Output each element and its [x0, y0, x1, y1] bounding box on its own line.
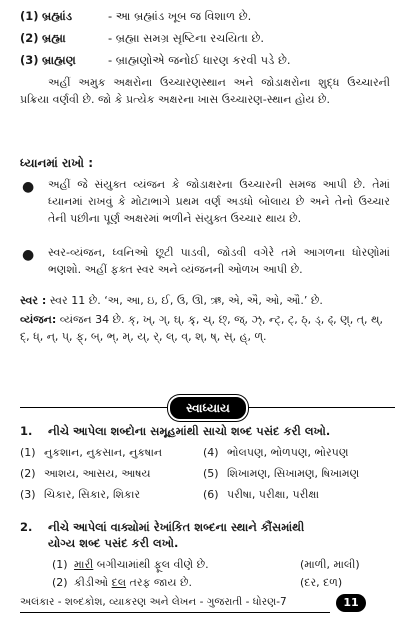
sentence-rest: તરફ જાય છે. [126, 576, 192, 589]
option-number: (5) [203, 467, 219, 480]
consonants-label: વ્યંજન: [20, 313, 57, 326]
example-text: - બ્રાહ્મણોએ જનોઈ ધારણ કરવી પડે છે. [108, 53, 291, 67]
vowels-label: સ્વર : [20, 294, 47, 307]
page-footer: અલંકાર - શબ્દકોશ, વ્યાકરણ અને લેખન - ગુજરાતી - ધોરણ-7 [20, 596, 287, 608]
question-text: નીચે આપેલા શબ્દોના સમૂહમાંથી સાચો શબ્દ પસંદ કરી લખો. [48, 424, 331, 438]
example-text: - બ્રહ્મા સમગ્ર સૃષ્ટિના રચયિતા છે. [108, 31, 265, 45]
example-word: બ્રાહ્મણ [42, 53, 76, 67]
question-text: યોગ્ય શબ્દ પસંદ કરી લખો. [48, 536, 179, 550]
option-number: (2) [20, 467, 36, 480]
sentence [52, 575, 343, 591]
consonants-block [20, 311, 392, 345]
page-number: 11 [336, 594, 366, 612]
option-text: ચિકાર, સિકાર, શિકાર [44, 488, 141, 501]
option [203, 466, 359, 482]
section-title: સ્વાધ્યાય [168, 395, 248, 421]
option-text: ભોલપણ, ભોળપણ, ભોરપણ [227, 446, 349, 459]
underlined-word: મારી [74, 558, 94, 571]
example-row [20, 8, 251, 24]
option [20, 487, 140, 503]
example-row [20, 52, 291, 68]
option-number: (3) [20, 488, 36, 501]
option-text: નુકશાન, નુકસાન, નુકષાન [44, 446, 163, 459]
example-row [20, 30, 264, 46]
question-2-line2 [48, 535, 178, 551]
vowels-line [20, 292, 395, 309]
sentence-rest: બગીચામાંથી ફૂલ વીણે છે. [93, 558, 209, 571]
option-number: (1) [20, 446, 36, 459]
example-word: બ્રહ્માંડ [42, 9, 73, 23]
option [20, 466, 151, 482]
option [203, 445, 348, 461]
example-text: - આ બ્રહ્માંડ ખૂબ જ વિશાળ છે. [108, 9, 252, 23]
sentence-number: (2) [52, 576, 68, 589]
example-word: બ્રહ્મા [42, 31, 66, 45]
intro-paragraph: અહીં અમુક અક્ષરોના ઉચ્ચારણસ્થાન અને જોડાક્ષરોના શુદ્ધ ઉચ્ચારની પ્રક્રિયા વર્ણવી છે. જો કે પ્રત્યેક અક્ષરના ખાસ ઉચ્ચારણ-સ્થાન હોય છે. [20, 76, 390, 106]
option [20, 445, 162, 461]
underlined-word: દલ [111, 576, 127, 589]
option [203, 487, 319, 503]
example-number: (3) [20, 53, 39, 67]
question-number: 2. [20, 520, 33, 534]
sentence [52, 557, 360, 573]
option-text: આશય, આસય, આષય [44, 467, 151, 480]
option-text: પરીષા, પરીક્ષા, પરીક્ષા [227, 488, 320, 501]
note-heading: ધ્યાનમાં રાખો : [20, 156, 94, 170]
bullet-dot: ● [22, 247, 35, 263]
answer-choices: (દર, દળ) [300, 576, 343, 589]
question-number: 1. [20, 424, 33, 438]
consonants-text: વ્યંજન 34 છે. ક્, ખ્, ગ્, ઘ્, ક્ર્, ચ્, છ્, જ્, ઝ્, ન્ટ્, ટ્, ઠ્, ડ્, ઢ્, ણ્, ત્, થ્, દ્, ધ્, ન્, પ્, ફ્, બ્, ભ્, મ્, ય્, ર્, લ્, વ્, શ્, ષ્, સ્, હ્, ળ્. [20, 313, 383, 343]
bullet-text: સ્વર-વ્યંજન, ધ્વનિઓ છૂટી પાડવી, જોડવી વગેરે તમે આગળના ધોરણોમાં ભણશો. અહીં ફક્ત સ્વર અને વ્યંજનની ઓળખ આપી છે. [48, 246, 390, 276]
example-number: (2) [20, 31, 39, 45]
footer-rule [20, 612, 330, 613]
question-text: નીચે આપેલાં વાક્યોમાં રેખાંકિત શબ્દના સ્થાને કૌંસમાંથી [48, 520, 305, 534]
option-number: (6) [203, 488, 219, 501]
example-number: (1) [20, 9, 39, 23]
bullet-text: અહીં જે સંયુક્ત વ્યંજન કે જોડાક્ષરના ઉચ્ચારની સમજ આપી છે. તેમાં ધ્યાનમાં રાખવું કે મોટાભાગે પ્રથમ વર્ણ અડધો બોલાય છે અને તેનો ઉચ્ચાર તેની પછીના પૂર્ણ અક્ષરમાં ભળીને સંયુક્ત ઉચ્ચાર થાય છે. [48, 178, 390, 225]
bullet-dot: ● [22, 179, 35, 195]
question-2 [20, 519, 304, 535]
sentence-pre: કીડીઓ [74, 576, 112, 589]
option-text: શિખામણ, સિખામણ, ષિખામણ [227, 467, 360, 480]
answer-choices: (માળી, માલી) [300, 558, 360, 571]
vowels-text: સ્વર 11 છે. ‘અ, આ, ઇ, ઈ, ઉ, ઊ, ઋ, એ, ઐ, ઓ, ઔ.’ છે. [49, 294, 323, 307]
sentence-number: (1) [52, 558, 68, 571]
option-number: (4) [203, 446, 219, 459]
question-1 [20, 423, 330, 439]
